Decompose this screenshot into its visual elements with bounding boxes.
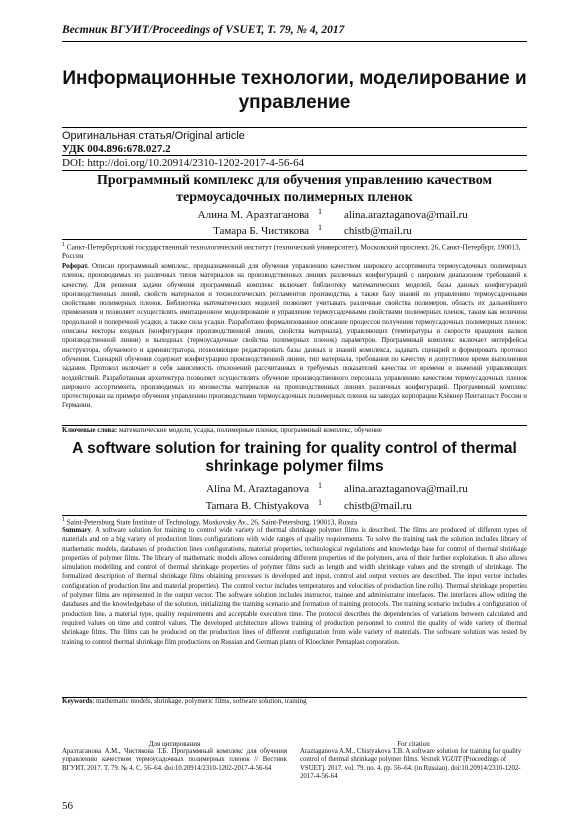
author-name: Алина М. Аразтаганова xyxy=(197,209,309,221)
author-name: Alina M. Araztaganova xyxy=(206,483,309,495)
author-email[interactable]: alina.araztaganova@mail.ru xyxy=(344,209,468,221)
author-row xyxy=(62,483,527,496)
abstract-label: Summary xyxy=(62,527,92,534)
author-affiliation-mark: 1 xyxy=(318,498,322,507)
abstract-label: Реферат. xyxy=(62,263,89,270)
abstract-ru xyxy=(62,262,527,411)
section-title: Информационные технологии, моделирование и управление xyxy=(62,68,527,113)
author-name: Тамара Б. Чистякова xyxy=(213,225,309,237)
keywords-label: Ключевые слова: xyxy=(62,426,118,434)
affiliation-text: Saint-Petersburg State Institute of Technology, Moskovsky Av., 26, Saint-Petersburg, 190013, Russia xyxy=(66,518,358,527)
author-affiliation-mark: 1 xyxy=(318,481,322,490)
divider xyxy=(62,239,527,240)
affiliation-ru xyxy=(62,241,527,261)
author-affiliation-mark: 1 xyxy=(318,223,322,232)
page-number: 56 xyxy=(62,800,73,812)
abstract-en xyxy=(62,526,527,647)
citation-en xyxy=(300,740,527,782)
citation-ru xyxy=(62,740,287,773)
citation-text: Аразтаганова А.М., Чистякова Т.Б. Программный комплекс для обучения управлению качеством термоусадочных полимерных пленок // Вестник ВГУИТ. 2017. Т. 79. № 4. С. 56–64. doi:10.20914/2310-1202-2017-4-56-64 xyxy=(62,748,287,772)
keywords-en xyxy=(62,697,527,706)
author-affiliation-mark: 1 xyxy=(318,207,322,216)
keywords-ru xyxy=(62,426,527,435)
affiliation-text: Санкт-Петербургский государственный технологический институт (технический университет), Московский проспект, 26, Санкт-Петербург, 190013, Россия xyxy=(62,243,521,261)
author-row xyxy=(62,225,527,238)
keywords-text: : mathematic models, shrinkage, polymeric films, software solution, training xyxy=(92,697,307,705)
doi-link[interactable]: DOI: http://doi.org/10.20914/2310-1202-2017-4-56-64 xyxy=(62,157,305,169)
author-row xyxy=(62,209,527,222)
author-email[interactable]: chistb@mail.ru xyxy=(344,500,412,512)
divider xyxy=(62,170,527,171)
affiliation-mark: 1 xyxy=(62,517,65,523)
article-title-en: A software solution for training for quality control of thermal shrinkage polymer films xyxy=(72,440,517,475)
citation-text: Araztaganova A.M., Chistyakova T.B. A software solution for training for quality control of thermal shrinkage polymer films. Vestnik VGUIT [Proceedings of VSUET]. 2017. vol. 79. no. 4. pp. 56–64. (in Russian). doi:10.20914/2310-1202-2017-4-56-64 xyxy=(300,748,522,781)
divider xyxy=(62,155,527,156)
journal-header: Вестник ВГУИТ/Proceedings of VSUET, Т. 79, № 4, 2017 xyxy=(62,24,345,36)
author-name: Tamara B. Chistyakova xyxy=(205,500,309,512)
keywords-text: математические модели, усадка, полимерные пленки, программный комплекс, обучение xyxy=(118,426,382,434)
author-email[interactable]: alina.araztaganova@mail.ru xyxy=(344,483,468,495)
author-email[interactable]: chistb@mail.ru xyxy=(344,225,412,237)
affiliation-mark: 1 xyxy=(62,242,65,248)
author-row xyxy=(62,500,527,513)
udc-code: УДК 004.896:678.027.2 xyxy=(62,143,171,155)
keywords-label: Keywords xyxy=(62,697,93,705)
abstract-text: Описан программный комплекс, предназначенный для обучения управлению качеством широкого ассортимента термоусадочных полимерных пленок, производимых из различных типов материалов на производственных линиях различных конфигураций с широким диапазоном требований к качеству. Для решения задачи обучения программный комплекс включает библиотеку математических моделей, базы данных конфигураций производственных линий, свойств материалов и технологических регламентов производства, а также базу знаний по управлению термоусадочными свойствами полимерных пленок. Библиотека математических моделей позволяет учитывать различные свойства полимеров, область их дальнейшего применения и позволяет осуществлять имитационное моделирование и управление термоусадочными свойствами полимерных пленок, таким как величина продольной и поперечной усадки, а также сила усадки. Разработано формализованное описание процессов получения термоусадочных полимерных пленок: описаны векторы входных (конфигурация производственной линии, свойства материала), управляющих (температуры и скорости вращения валков производственной линии) и выходных (термоусадочные свойства полимерных пленок) параметров. Программный комплекс включает интерфейсы инструктора, обучаемого и администратора, позволяющие редактировать базы данных и знаний комплекса, задавать сценарий и формировать протокол обучения. Сценарий обучения содержит конфигурацию производственной линии, тип материала, требования по качеству и допустимое время выполнения задания. Протокол включает в себя зависимость отклонений рассчитанных и требуемых показателей качества от времени и значений управляющих воздействий. Разработанная архитектура позволяет осуществлять обучение производственного персонала управлению качеством термоусадочных пленок широкого ассортимента, производимых из множества материалов на производственных линиях различных конфигураций. Программный комплекс протестирован на примере обучения управлению производствами термоусадочных полимерных пленок на заводах корпорации Клёкнер Пентапласт России и Германии. xyxy=(62,263,527,410)
citation-heading: For citation xyxy=(397,740,430,748)
abstract-text: . A software solution for training to control wide variety of thermal shrinkage polymer films is described. The films are produced of different types of materials and on a big variety of production lines configurations with wide ranges of quality requirements. To solve the training task the solution includes library of mathematic models, databases of production lines configurations, material properties, technological regulations and knowledge base for control of thermal shrinkage properties of polymer films. The library of mathematic models allows considering different properties of the polymers, area of their further exploitation. It also allows simulation modelling and control of thermal shrinkage properties of polymer films such as length and width shrinkage values and the strength of shrinkage. The formalized description of thermal shrinkage films obtaining processes is developed and input, control and output vectors are described. The input vector includes configuration of production line and material properties). The control vector includes temperatures and velocities of production line rolls). Thermal shrinkage properties of polymer films are represented in the output vector. The software solution includes instructor, trainee and administrator interfaces. The interfaces allow editing the databases and the knowledgebase of the solution, initializing the training scenario and formation of training protocols. The training scenario includes a configuration of production line, a material type, quality requirements and acceptable execution time. The protocol describes the dependencies of variations between calculated and required values on time and control values. The developed architecture allows training of production personnel to control the quality of wide variety of thermal shrinkage films. The films can be produced on the production lines of different configuration from wide variety of materials. The software solution was tested by training to control thermal shrinkage film productions on Russian and German plants of Kloeckner Pentaplast corporation. xyxy=(62,527,527,646)
divider xyxy=(62,127,527,128)
article-type: Оригинальная статья/Original article xyxy=(62,130,245,142)
article-title-ru: Программный комплекс для обучения управлению качеством термоусадочных полимерных пленок xyxy=(97,173,492,205)
citation-journal: Vestnik VGUIT xyxy=(420,756,462,764)
header-rule xyxy=(62,41,527,42)
citation-heading: Для цитирования xyxy=(148,740,201,748)
